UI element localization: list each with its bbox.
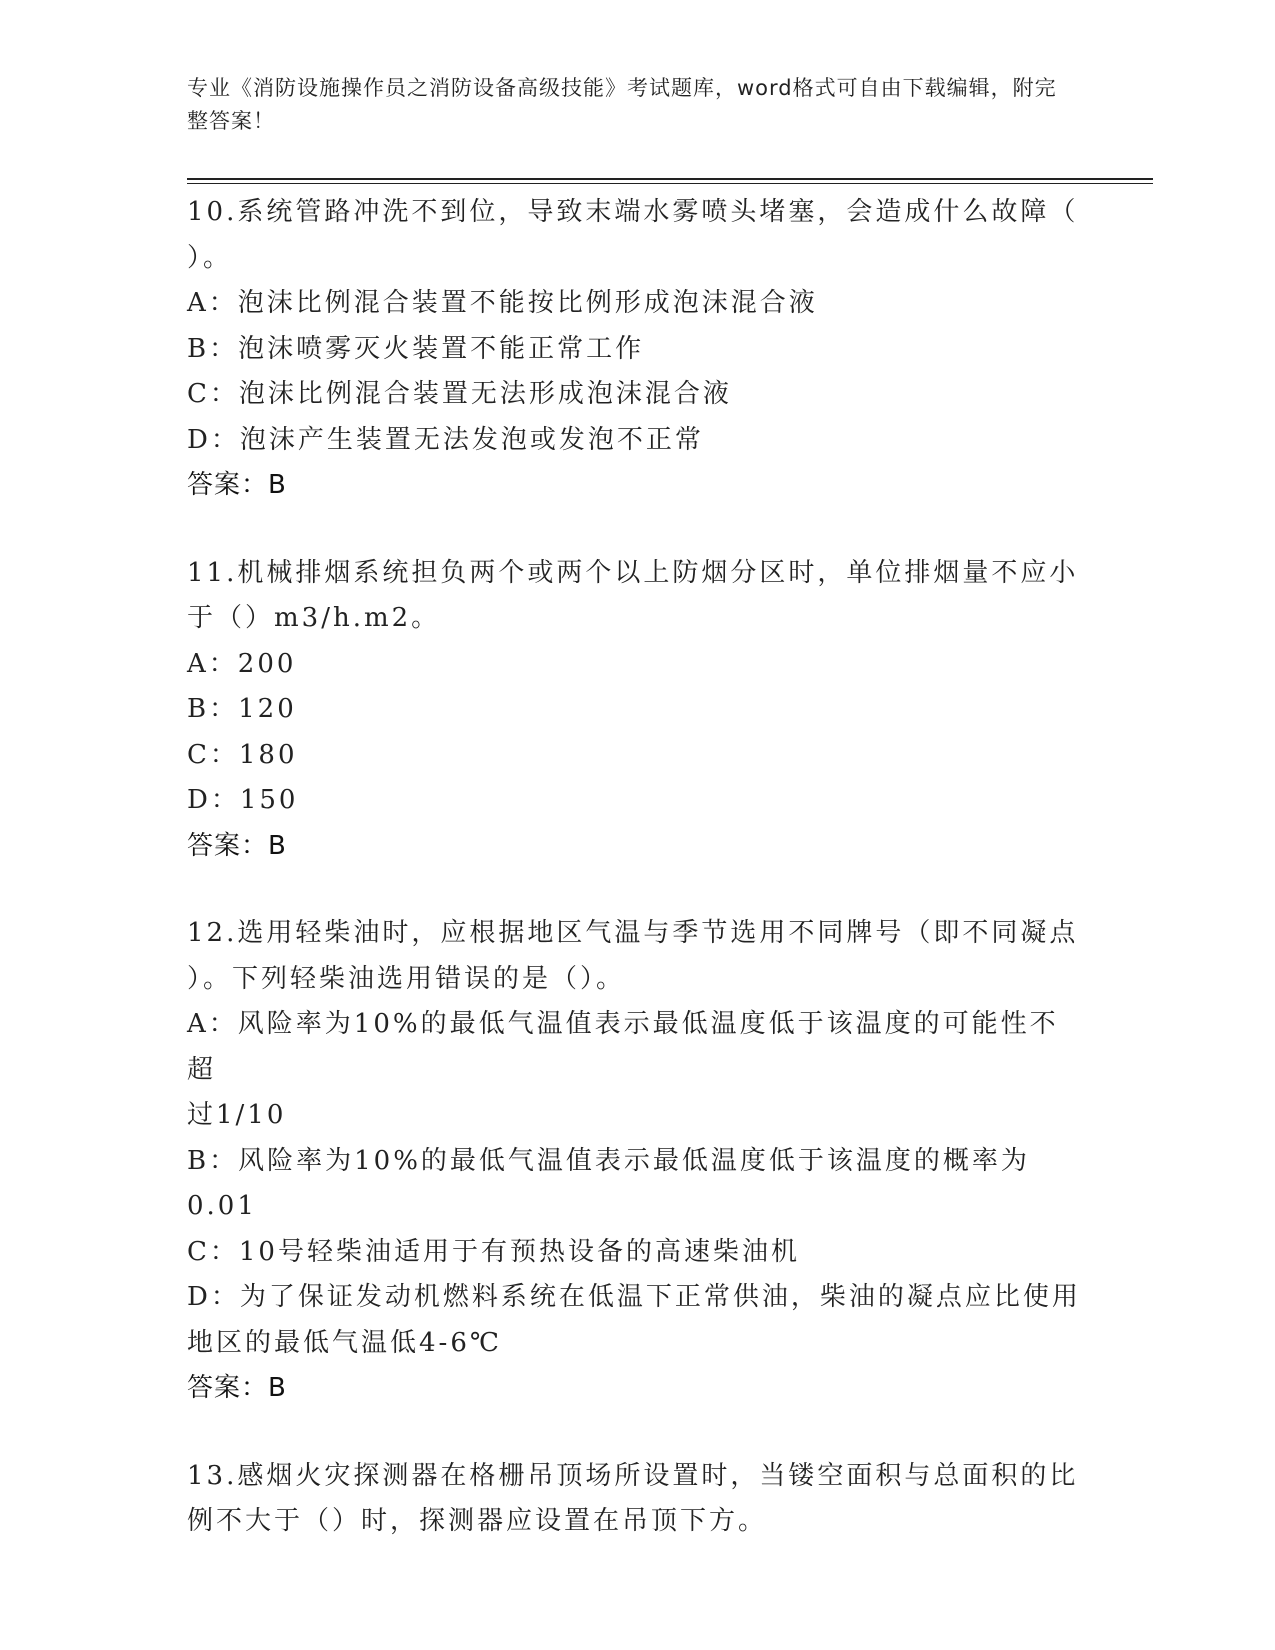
question-stem: 例不大于（）时，探测器应设置在吊顶下方。 <box>187 1506 768 1536</box>
question-stem: ）。下列轻柴油选用错误的是（）。 <box>187 963 626 994</box>
question-stem: 于（）m3/h.m2。 <box>187 603 441 633</box>
answer-option: D：为了保证发动机燃料系统在低温下正常供油，柴油的凝点应比使用 <box>187 1282 1081 1312</box>
answer-option: A：200 <box>187 648 297 679</box>
answer-option: 过1/10 <box>187 1100 287 1130</box>
answer-option: C：10号轻柴油适用于有预热设备的高速柴油机 <box>187 1236 800 1267</box>
answer-key: 答案：B <box>187 830 287 861</box>
question-list <box>187 190 1087 1587</box>
answer-option: A：风险率为10%的最低气温值表示最低温度低于该温度的可能性不超 <box>187 1009 1059 1085</box>
question-block <box>187 1454 1087 1545</box>
question-stem: 11.机械排烟系统担负两个或两个以上防烟分区时，单位排烟量不应小 <box>187 557 1079 588</box>
question-stem: 12.选用轻柴油时，应根据地区气温与季节选用不同牌号（即不同凝点 <box>187 918 1079 948</box>
answer-option: B：风险率为10%的最低气温值表示最低温度低于该温度的概率为0.01 <box>187 1145 1030 1221</box>
document-header: 专业《消防设施操作员之消防设备高级技能》考试题库，word格式可自由下载编辑，附完整答案！ <box>187 76 1057 133</box>
answer-option: D：泡沫产生装置无法发泡或发泡不正常 <box>187 424 704 455</box>
question-stem: ）。 <box>187 242 233 273</box>
answer-option: B：泡沫喷雾灭火装置不能正常工作 <box>187 333 645 364</box>
question-stem: 10.系统管路冲洗不到位，导致末端水雾喷头堵塞，会造成什么故障（ <box>187 197 1079 227</box>
header-divider-thick <box>187 178 1153 180</box>
answer-key: 答案：B <box>187 1373 287 1403</box>
answer-option: C：180 <box>187 739 298 770</box>
question-block <box>187 551 1087 870</box>
answer-option: D：150 <box>187 785 299 815</box>
answer-option: C：泡沫比例混合装置无法形成泡沫混合液 <box>187 379 732 409</box>
answer-option: A：泡沫比例混合装置不能按比例形成泡沫混合液 <box>187 288 818 318</box>
answer-key: 答案：B <box>187 470 287 500</box>
question-block <box>187 190 1087 509</box>
header-divider-thin <box>187 183 1153 184</box>
question-block <box>187 911 1087 1412</box>
question-stem: 13.感烟火灾探测器在格栅吊顶场所设置时，当镂空面积与总面积的比 <box>187 1460 1079 1491</box>
answer-option: 地区的最低气温低4-6℃ <box>187 1327 502 1358</box>
answer-option: B：120 <box>187 694 297 724</box>
